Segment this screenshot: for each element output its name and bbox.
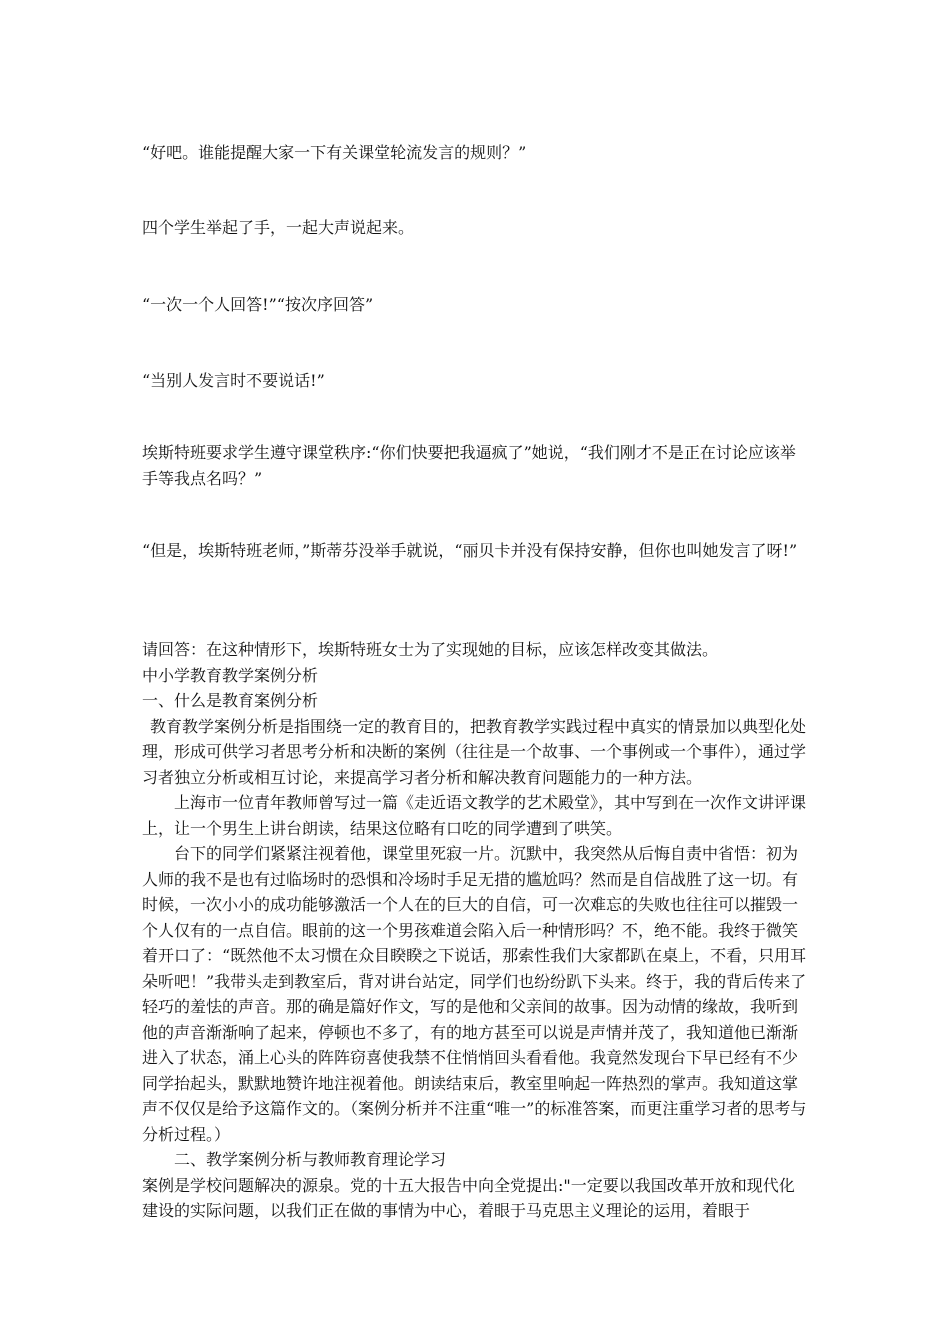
- dialogue-line-5: 埃斯特班要求学生遵守课堂秩序:“你们快要把我逼疯了”她说，“我们刚才不是正在讨论应该举手等我点名吗？”: [142, 443, 796, 488]
- paragraph-theory: 案例是学校问题解决的源泉。党的十五大报告中向全党提出:"一定要以我国改革开放和现代化建设的实际问题，以我们正在做的事情为中心，着眼于马克思主义理论的运用，着眼于: [142, 1175, 795, 1220]
- dialogue-line-6: “但是，埃斯特班老师，”斯蒂芬没举手就说，“丽贝卡并没有保持安静，但你也叫她发言了呀!”: [142, 541, 798, 560]
- dialogue-line-2: 四个学生举起了手，一起大声说起来。: [142, 218, 415, 237]
- dialogue-line-3: “一次一个人回答!”“按次序回答”: [142, 295, 374, 314]
- paragraph-case-story: 台下的同学们紧紧注视着他，课堂里死寂一片。沉默中，我突然从后悔自责中省悟：初为人师的我不是也有过临场时的恐惧和冷场时手足无措的尴尬吗？然而是自信战胜了这一切。有时候，一次小小的成功能够激活一个人在的巨大的自信，可一次难忘的失败也往往可以摧毁一个人仅有的一点自信。眼前的这一个男孩难道会陷入后一种情形吗？不，绝不能。我终于微笑着开口了：“既然他不太习惯在众目睽睽之下说话，那索性我们大家都趴在桌上，不看，只用耳朵听吧！”我带头走到教室后，背对讲台站定，同学们也纷纷趴下头来。终于，我的背后传来了轻巧的羞怯的声音。那的确是篇好作文，写的是他和父亲间的故事。因为动情的缘故，我听到他的声音渐渐响了起来，停顿也不多了，有的地方甚至可以说是声情并茂了，我知道他已渐渐进入了状态，涌上心头的阵阵窃喜使我禁不住悄悄回头看看他。我竟然发现台下早已经有不少同学抬起头，默默地赞许地注视着他。朗读结束后，教室里响起一阵热烈的掌声。我知道这掌声不仅仅是给予这篇作文的。（案例分析并不注重“唯一”的标准答案，而更注重学习者的思考与分析过程。）: [142, 844, 807, 1144]
- question-text: 请回答：在这种情形下，埃斯特班女士为了实现她的目标，应该怎样改变其做法。: [142, 640, 719, 659]
- article-body: [142, 637, 810, 1224]
- paragraph-case-intro: 上海市一位青年教师曾写过一篇《走近语文教学的艺术殿堂》，其中写到在一次作文讲评课上，让一个男生上讲台朗读，结果这位略有口吃的同学遭到了哄笑。: [142, 793, 807, 838]
- section-heading-2: 二、教学案例分析与教师教育理论学习: [174, 1150, 447, 1169]
- section-heading-1: 一、什么是教育案例分析: [142, 691, 319, 710]
- dialogue-line-1: “好吧。谁能提醒大家一下有关课堂轮流发言的规则？”: [142, 143, 527, 162]
- paragraph-definition: 教育教学案例分析是指围绕一定的教育目的，把教育教学实践过程中真实的情景加以典型化处理，形成可供学习者思考分析和决断的案例（往往是一个故事、一个事例或一个事件），通过学习者独立分析或相互讨论，来提高学习者分析和解决教育问题能力的一种方法。: [142, 716, 807, 787]
- dialogue-line-4: “当别人发言时不要说话!”: [142, 371, 325, 390]
- article-title: 中小学教育教学案例分析: [142, 665, 319, 685]
